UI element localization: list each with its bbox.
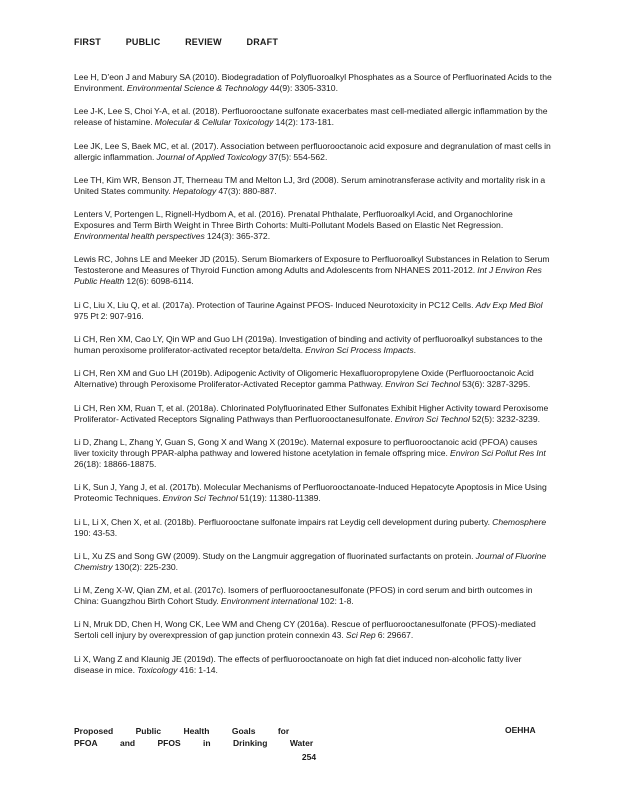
- header-word: FIRST: [74, 37, 101, 47]
- reference-citation: 47(3): 880-887.: [216, 185, 277, 196]
- reference-text: Lewis RC, Johns LE and Meeker JD (2015). Serum Biomarkers of Exposure to Perfluoroalkyl Substances in Relation to Serum Testosterone and Measures of Thyroid Function among Adults and Adolescents from NHANES 2011-2012.: [74, 254, 550, 276]
- reference-entry: [74, 209, 552, 242]
- reference-entry: [74, 368, 552, 390]
- reference-citation: 130(2): 225-230.: [112, 561, 179, 572]
- page-number: 254: [301, 752, 317, 762]
- reference-journal: Environmental health perspectives: [74, 231, 205, 242]
- header-word: PUBLIC: [125, 37, 161, 47]
- reference-entry: [74, 175, 552, 197]
- reference-citation: 44(9): 3305-3310.: [267, 83, 338, 93]
- reference-entry: [74, 619, 552, 641]
- reference-citation: 52(5): 3232-3239.: [469, 413, 540, 424]
- reference-entry: [74, 72, 552, 94]
- footer-word: PFOS: [157, 738, 181, 748]
- reference-text: Lee TH, Kim WR, Benson JT, Therneau TM and Melton LJ, 3rd (2008). Serum aminotransferase activity and mortality risk in a United States community.: [74, 174, 546, 196]
- reference-text: Li CH, Ren XM, Cao LY, Qin WP and Guo LH (2019a). Investigation of binding and activity of perfluoroalkyl substances to the human peroxisome proliferator-activated receptor beta/delta.: [74, 334, 543, 356]
- reference-entry: [74, 517, 552, 539]
- reference-journal: Molecular & Cellular Toxicology: [154, 117, 274, 128]
- footer-word: and: [120, 738, 136, 748]
- reference-citation: 416: 1-14.: [177, 664, 218, 675]
- reference-citation: 37(5): 554-562.: [266, 151, 328, 162]
- reference-entry: [74, 482, 552, 504]
- reference-text: Li N, Mruk DD, Chen H, Wong CK, Lee WM and Cheng CY (2016a). Rescue of perfluorooctanesulfonate (PFOS)-mediated Sertoli cell injury by overexpression of gap junction protein connexin 43.: [74, 619, 536, 641]
- reference-text: Lee JK, Lee S, Baek MC, et al. (2017). Association between perfluorooctanoic acid exposure and degranulation of mast cells in allergic inflammation.: [74, 140, 551, 162]
- reference-entry: [74, 654, 552, 676]
- reference-journal: Int J Environ Res Public Health: [74, 265, 542, 287]
- reference-citation: 6: 29667.: [375, 630, 414, 641]
- reference-text: Lee H, D’eon J and Mabury SA (2010). Biodegradation of Polyfluoroalkyl Phosphates as a Source of Perfluorinated Acids to the Environment.: [74, 72, 552, 93]
- reference-entry: [74, 141, 552, 163]
- footer-word: PFOA: [74, 738, 98, 748]
- reference-journal: Sci Rep: [345, 630, 376, 641]
- reference-citation: .: [413, 345, 417, 356]
- footer-word: Water: [289, 738, 314, 748]
- reference-citation: 14(2): 173-181.: [273, 117, 335, 128]
- reference-text: Lenters V, Portengen L, Rignell-Hydbom A, et al. (2016). Prenatal Phthalate, Perfluoroalkyl Acid, and Organochlorine Exposures and Term Birth Weight in Three Birth Cohorts: Multi-Pollutant Models Based on Elastic Net Regression.: [74, 209, 513, 231]
- reference-journal: Environ Sci Technol: [394, 413, 470, 424]
- reference-journal: Environ Sci Technol: [162, 493, 238, 504]
- reference-journal: Environ Sci Technol: [385, 379, 461, 390]
- reference-entry: [74, 585, 552, 607]
- reference-journal: Environ Sci Pollut Res Int: [450, 447, 546, 458]
- reference-entry: [74, 551, 552, 573]
- reference-text: Li CH, Ren XM and Guo LH (2019b). Adipogenic Activity of Oligomeric Hexafluoropropylene Oxide (Perfluorooctanoic Acid Alternative) through Peroxisome Proliferator-Activated Receptor gamma Pathway.: [74, 368, 534, 390]
- footer-word: Drinking: [232, 738, 268, 748]
- reference-journal: Environmental Science & Technology: [126, 83, 268, 93]
- footer-word: Health: [183, 726, 210, 736]
- reference-citation: 26(18): 18866-18875.: [74, 458, 157, 469]
- reference-list: [74, 72, 552, 688]
- reference-entry: [74, 403, 552, 425]
- reference-citation: 102: 1-8.: [318, 596, 354, 607]
- footer-word: Goals: [231, 726, 256, 736]
- draft-header: [74, 37, 300, 47]
- reference-text: Li C, Liu X, Liu Q, et al. (2017a). Protection of Taurine Against PFOS- Induced Neurotoxicity in PC12 Cells.: [74, 299, 476, 310]
- reference-journal: Adv Exp Med Biol: [475, 299, 543, 310]
- reference-journal: Chemosphere: [492, 516, 547, 527]
- reference-citation: 53(6): 3287-3295.: [460, 379, 531, 390]
- reference-citation: 12(6): 6098-6114.: [124, 276, 194, 287]
- reference-journal: Toxicology: [137, 664, 178, 675]
- reference-text: Li K, Sun J, Yang J, et al. (2017b). Molecular Mechanisms of Perfluorooctanoate-Induced Hepatocyte Apoptosis in Mice Using Proteomic Techniques.: [74, 482, 547, 504]
- reference-entry: [74, 334, 552, 356]
- reference-journal: Hepatology: [172, 185, 217, 196]
- footer-document-title: [74, 725, 333, 749]
- reference-entry: [74, 437, 552, 470]
- reference-citation: 51(19): 11380-11389.: [237, 493, 321, 504]
- reference-journal: Journal of Fluorine Chemistry: [74, 550, 547, 572]
- footer-word: Public: [135, 726, 162, 736]
- reference-text: Li L, Xu ZS and Song GW (2009). Study on the Langmuir aggregation of fluorinated surfactants on protein.: [74, 550, 476, 561]
- header-word: REVIEW: [185, 37, 222, 47]
- reference-entry: [74, 254, 552, 287]
- reference-journal: Environment international: [220, 596, 319, 607]
- header-word: DRAFT: [246, 37, 279, 47]
- footer-word: Proposed: [74, 726, 114, 736]
- reference-entry: [74, 106, 552, 128]
- reference-text: Lee J-K, Lee S, Choi Y-A, et al. (2018). Perfluorooctane sulfonate exacerbates mast cell-mediated allergic inflammation by the release of histamine.: [74, 106, 548, 128]
- reference-text: Li X, Wang Z and Klaunig JE (2019d). The effects of perfluorooctanoate on high fat diet induced non-alcoholic fatty liver disease in mice.: [74, 653, 522, 675]
- reference-journal: Environ Sci Process Impacts: [305, 345, 414, 356]
- footer-word: in: [203, 738, 211, 748]
- reference-text: Li L, Li X, Chen X, et al. (2018b). Perfluorooctane sulfonate impairs rat Leydig cell development during puberty.: [74, 516, 493, 527]
- reference-citation: 975 Pt 2: 907-916.: [74, 310, 144, 321]
- reference-text: Li M, Zeng X-W, Qian ZM, et al. (2017c). Isomers of perfluorooctanesulfonate (PFOS) in cord serum and birth outcomes in China: Guangzhou Birth Cohort Study.: [74, 585, 533, 607]
- reference-citation: 124(3): 365-372.: [204, 231, 271, 242]
- reference-entry: [74, 300, 552, 322]
- footer-word: for: [277, 726, 290, 736]
- reference-citation: 190: 43-53.: [74, 527, 118, 538]
- reference-text: Li CH, Ren XM, Ruan T, et al. (2018a). Chlorinated Polyfluorinated Ether Sulfonates Exhibit Higher Activity toward Peroxisome Proliferator- Activated Receptors Signaling Pathways than Perfluorooctanesulfonate.: [74, 402, 549, 424]
- footer-org: OEHHA: [505, 725, 536, 735]
- reference-journal: Journal of Applied Toxicology: [156, 151, 267, 162]
- reference-text: Li D, Zhang L, Zhang Y, Guan S, Gong X and Wang X (2019c). Maternal exposure to perfluorooctanoic acid (PFOA) causes liver toxicity through PPAR-alpha pathway and lowered histone acetylation in female offspring mice.: [74, 436, 538, 458]
